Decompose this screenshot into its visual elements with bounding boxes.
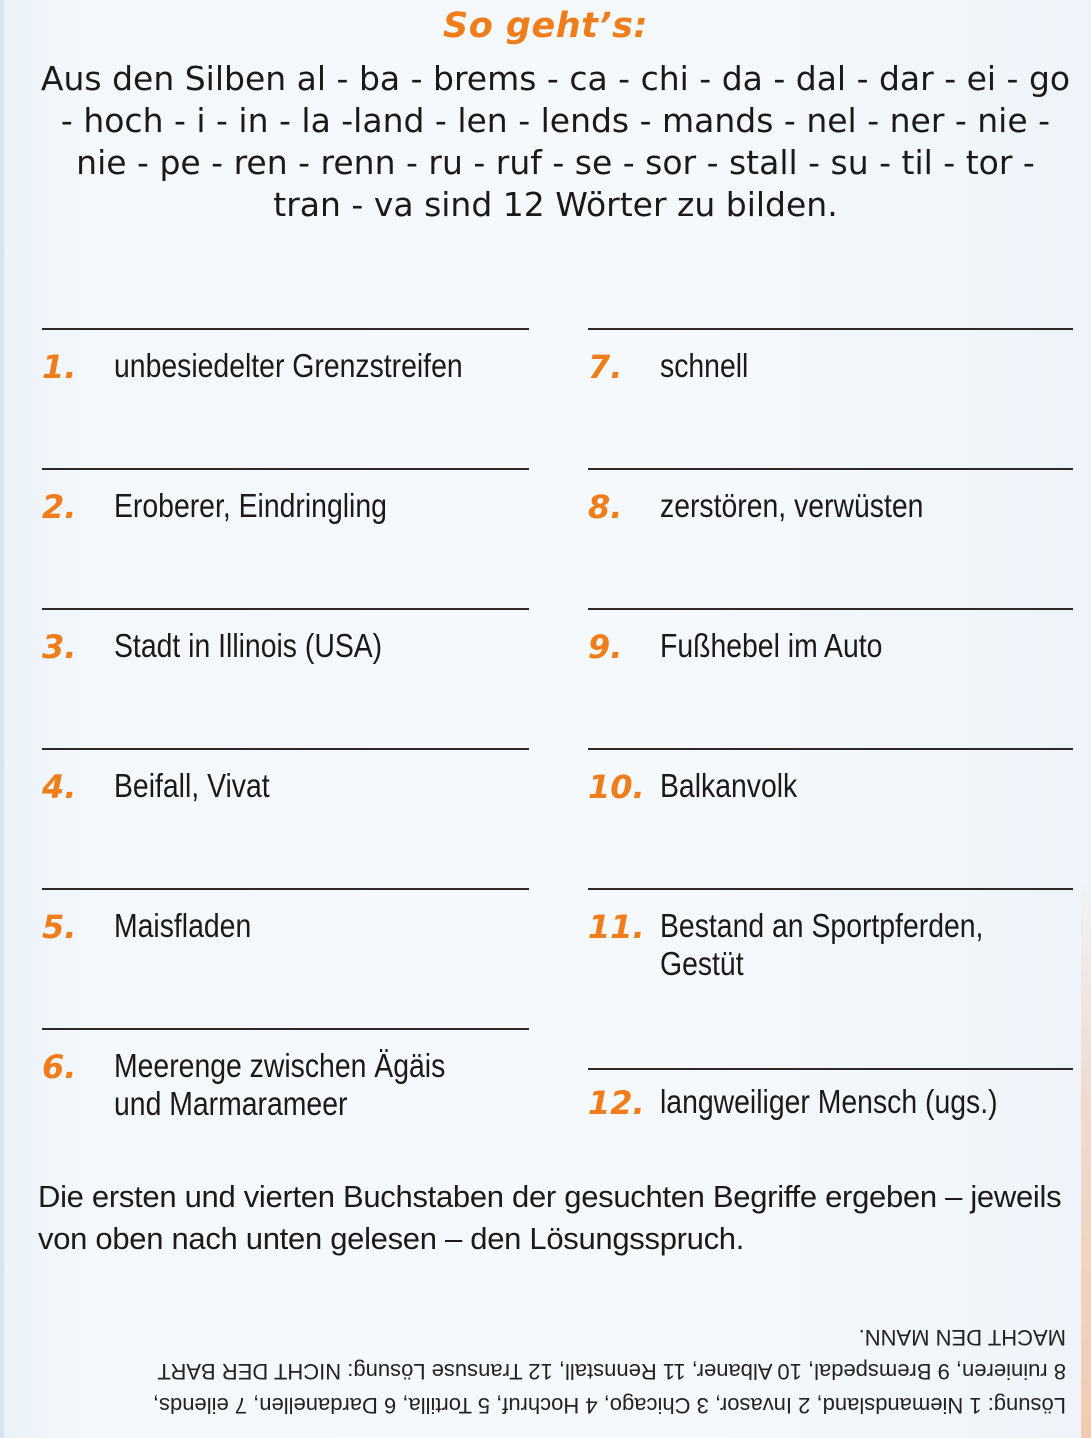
- footer-instructions: Die ersten und vierten Buchstaben der gesuchten Begriffe ergeben – jeweils von oben nach unten gelesen – den Lösungsspruch.: [38, 1179, 1062, 1256]
- clue-number: 10.: [588, 768, 645, 806]
- instructions-text: Aus den Silben al - ba - brems - ca - chi - da - dal - dar - ei - go - hoch - i - in - la -land - len - lends - mands - nel - ner - nie - nie - pe - ren - renn - ru - ruf - se - sor - stall - su - til - tor - tran - va sind 12 Wörter zu bilden.: [40, 59, 1071, 224]
- clue-number: 3.: [42, 628, 77, 666]
- clue-1: [42, 328, 529, 468]
- clue-3: [42, 608, 529, 748]
- upside-down-solution: [36, 1318, 1066, 1422]
- clue-9: [588, 608, 1073, 748]
- clue-number: 2.: [42, 488, 77, 526]
- clue-4: [42, 748, 529, 888]
- clue-text: Balkanvolk: [660, 767, 798, 804]
- solution-line-1: Lösung: 1 Niemandsland, 2 Invasor, 3 Chicago, 4 Hochruf, 5 Tortilla, 6 Dardanellen, 7 eilends,: [152, 1393, 1066, 1418]
- clue-text: schnell: [660, 347, 749, 384]
- clue-number: 5.: [42, 908, 77, 946]
- clue-number: 7.: [588, 348, 623, 386]
- clue-text: zerstören, verwüsten: [660, 487, 924, 524]
- clue-column-left: [42, 328, 529, 1168]
- decorative-edge: [1081, 880, 1091, 1438]
- clue-10: [588, 748, 1073, 888]
- clue-column-right: [588, 328, 1073, 1208]
- clue-text: Bestand an Sportpferden, Gestüt: [660, 907, 984, 982]
- clue-text: Fußhebel im Auto: [660, 627, 883, 664]
- solution-line-3: MACHT DEN MANN.: [858, 1325, 1066, 1350]
- clue-number: 11.: [588, 908, 645, 946]
- clue-number: 9.: [588, 628, 623, 666]
- clue-8: [588, 468, 1073, 608]
- divider-line: [588, 1068, 1073, 1070]
- page-heading: So geht’s:: [442, 6, 648, 46]
- clue-number: 8.: [588, 488, 623, 526]
- clue-7: [588, 328, 1073, 468]
- clue-number: 6.: [42, 1048, 77, 1086]
- clue-text: Maisfladen: [114, 907, 252, 944]
- clue-text: Beifall, Vivat: [114, 767, 270, 804]
- clue-text: Meerenge zwischen Ägäis und Marmarameer: [114, 1047, 446, 1122]
- clue-number: 12.: [588, 1084, 645, 1122]
- clue-text: Eroberer, Eindringling: [114, 487, 387, 524]
- clue-6: [42, 1028, 529, 1168]
- clue-text: Stadt in Illinois (USA): [114, 627, 383, 664]
- solution-line-2: 8 ruinieren, 9 Bremspedal, 10 Albaner, 11 Rennstall, 12 Transuse Lösung: NICHT DER BART: [157, 1359, 1066, 1384]
- clue-text: unbesiedelter Grenzstreifen: [114, 347, 463, 384]
- clue-11: [588, 888, 1073, 1028]
- clue-number: 1.: [42, 348, 77, 386]
- clue-text: langweiliger Mensch (ugs.): [660, 1083, 998, 1120]
- clue-number: 4.: [42, 768, 77, 806]
- clue-2: [42, 468, 529, 608]
- clue-5: [42, 888, 529, 1028]
